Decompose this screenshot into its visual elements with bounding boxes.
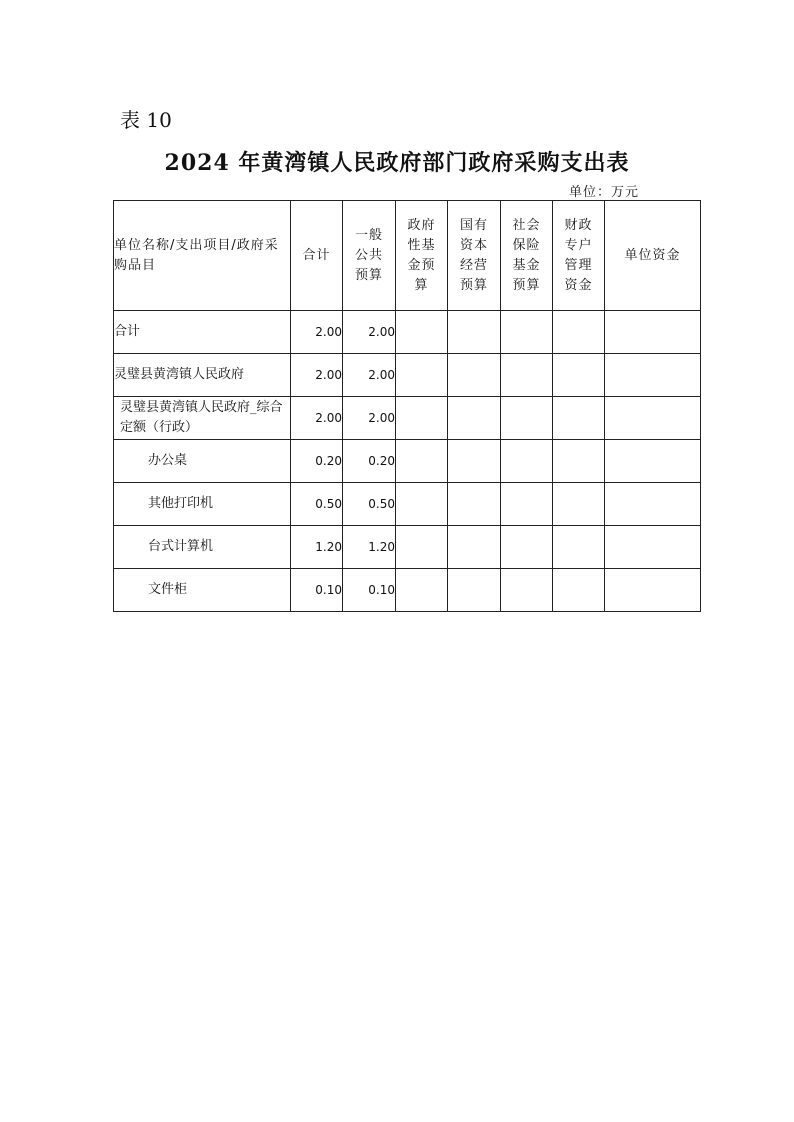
header-unit-fund: 单位资金 [605,201,701,311]
row-name: 灵璧县黄湾镇人民政府 [114,354,291,397]
row-general: 0.10 [343,569,396,612]
row-general: 2.00 [343,397,396,440]
procurement-table [113,200,701,612]
row-total: 0.50 [291,483,343,526]
table-label: 表 10 [120,108,172,132]
table-row [114,354,701,397]
table-row [114,440,701,483]
row-general: 0.50 [343,483,396,526]
header-name: 单位名称/支出项目/政府采购品目 [114,201,291,311]
table-row [114,526,701,569]
header-state-capital-budget: 国有资本经营预算 [448,201,501,311]
row-total: 2.00 [291,397,343,440]
row-general: 2.00 [343,354,396,397]
header-total: 合计 [291,201,343,311]
row-name: 文件柜 [114,569,291,612]
unit-label: 单位：万元 [569,185,640,200]
row-name: 办公桌 [114,440,291,483]
row-general: 2.00 [343,311,396,354]
row-name: 其他打印机 [114,483,291,526]
header-social-insurance-budget: 社会保险基金预算 [501,201,553,311]
header-general-budget: 一般公共预算 [343,201,396,311]
row-total: 1.20 [291,526,343,569]
table-row [114,397,701,440]
table-row [114,311,701,354]
table-row [114,569,701,612]
row-total: 2.00 [291,311,343,354]
row-name: 台式计算机 [114,526,291,569]
row-name: 合计 [114,311,291,354]
header-special-fund: 财政专户管理资金 [553,201,605,311]
row-general: 1.20 [343,526,396,569]
row-name: 灵璧县黄湾镇人民政府_综合定额（行政） [114,397,291,440]
row-total: 2.00 [291,354,343,397]
row-total: 0.20 [291,440,343,483]
row-general: 0.20 [343,440,396,483]
header-row [114,201,701,311]
row-total: 0.10 [291,569,343,612]
header-gov-fund-budget: 政府性基金预算 [396,201,448,311]
page-title: 2024 年黄湾镇人民政府部门政府采购支出表 [164,150,630,176]
table-row [114,483,701,526]
